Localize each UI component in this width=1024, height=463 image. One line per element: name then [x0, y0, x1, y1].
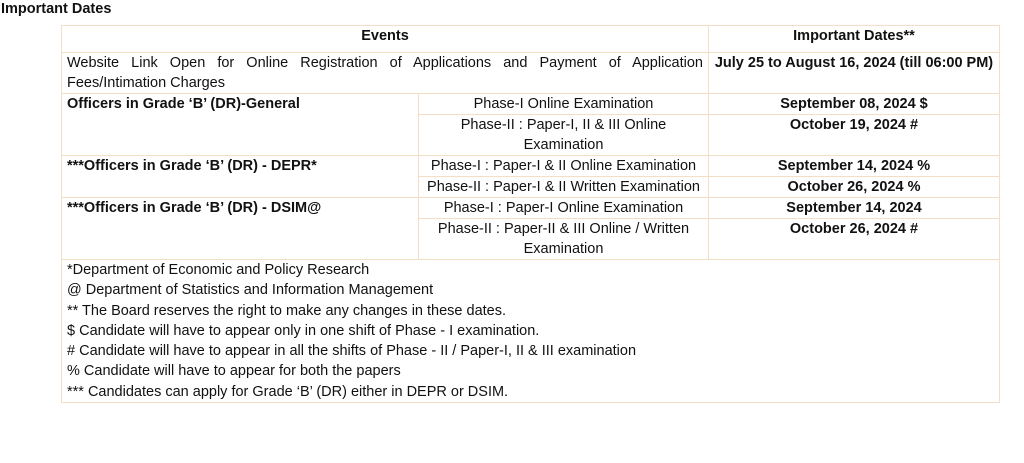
- dates-column-header: Important Dates**: [709, 26, 1000, 53]
- phase-label: Phase-I : Paper-I Online Examination: [419, 198, 709, 219]
- footnote: ** The Board reserves the right to make any changes in these dates.: [67, 302, 507, 319]
- phase-date: October 19, 2024 #: [709, 115, 1000, 156]
- phase-date: September 08, 2024 $: [709, 94, 1000, 115]
- footnote: *** Candidates can apply for Grade ‘B’ (DR) either in DEPR or DSIM.: [67, 383, 509, 400]
- table-row: [62, 198, 1000, 219]
- phase-date: October 26, 2024 #: [709, 219, 1000, 260]
- phase-date: September 14, 2024: [709, 198, 1000, 219]
- table-header-row: [62, 26, 1000, 53]
- notes-row: [62, 260, 1000, 403]
- registration-row: [62, 53, 1000, 94]
- post-general: Officers in Grade ‘B’ (DR)-General: [62, 94, 419, 156]
- page-heading: Important Dates: [1, 1, 112, 17]
- phase-date: October 26, 2024 %: [709, 177, 1000, 198]
- registration-date: July 25 to August 16, 2024 (till 06:00 PM): [709, 53, 1000, 94]
- phase-label: Phase-II : Paper-I, II & III Online Examination: [419, 115, 709, 156]
- footnote: $ Candidate will have to appear only in one shift of Phase - I examination.: [67, 322, 540, 339]
- events-column-header: Events: [62, 26, 709, 53]
- phase-date: September 14, 2024 %: [709, 156, 1000, 177]
- phase-label: Phase-I Online Examination: [419, 94, 709, 115]
- phase-label: Phase-II : Paper-I & II Written Examination: [419, 177, 709, 198]
- registration-event: Website Link Open for Online Registration of Applications and Payment of Application Fees/Intimation Charges: [62, 53, 709, 94]
- footnote: *Department of Economic and Policy Research: [67, 262, 370, 278]
- footnotes: [62, 260, 1000, 403]
- footnote: % Candidate will have to appear for both the papers: [67, 363, 401, 380]
- phase-label: Phase-II : Paper-II & III Online / Written Examination: [419, 219, 709, 260]
- post-depr: ***Officers in Grade ‘B’ (DR) - DEPR*: [62, 156, 419, 198]
- table-row: [62, 94, 1000, 115]
- footnote: @ Department of Statistics and Information Management: [67, 282, 434, 299]
- post-dsim: ***Officers in Grade ‘B’ (DR) - DSIM@: [62, 198, 419, 260]
- important-dates-table: [61, 25, 1000, 403]
- footnote: # Candidate will have to appear in all the shifts of Phase - II / Paper-I, II & III examination: [67, 343, 637, 360]
- phase-label: Phase-I : Paper-I & II Online Examination: [419, 156, 709, 177]
- table-row: [62, 156, 1000, 177]
